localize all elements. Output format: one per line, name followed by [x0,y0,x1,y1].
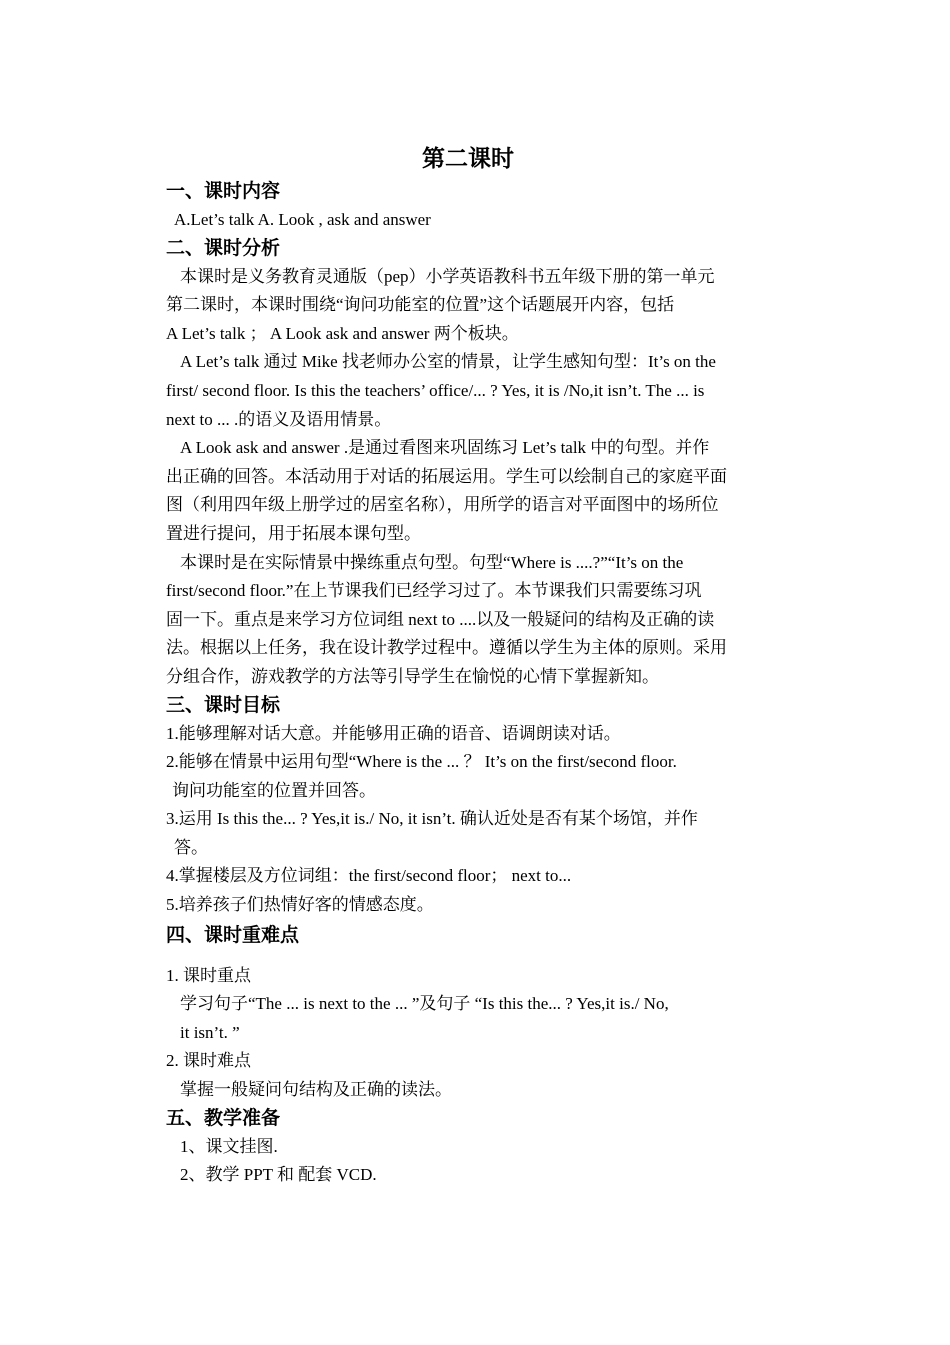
analysis-line: next to ... .的语义及语用情景。 [166,409,392,429]
analysis-line: A Let’s talk 通过 Mike 找老师办公室的情景，让学生感知句型：It’s on the [180,352,716,372]
goal-line: 询问功能室的位置并回答。 [172,780,376,800]
key-point-line: 1. 课时重点 [166,965,251,985]
key-point-line: 学习句子“The ... is next to the ... ”及句子 “Is this the... ? Yes,it is./ No, [180,994,669,1014]
analysis-line: A Let’s talk ； A Look ask and answer 两个板块。 [166,323,519,343]
section-heading-goals: 三、课时目标 [166,694,281,716]
key-point-line: 2. 课时难点 [166,1051,251,1071]
analysis-line: 本课时是义务教育灵通版（pep）小学英语教科书五年级下册的第一单元 [180,266,715,286]
analysis-line: 图（利用四年级上册学过的居室名称），用所学的语言对平面图中的场所位 [166,495,719,515]
analysis-line: 分组合作，游戏教学的方法等引导学生在愉悦的心情下掌握新知。 [166,666,659,686]
page-title: 第二课时 [422,146,514,171]
goal-line: 3.运用 Is this the... ? Yes,it is./ No, it isn’t. 确认近处是否有某个场馆，并作 [166,809,698,829]
goal-line: 2.能够在情景中运用句型“Where is the ... ？ It’s on the first/second floor. [166,752,677,772]
analysis-line: first/second floor.”在上节课我们已经学习过了。本节课我们只需要练习巩 [166,581,702,601]
goal-line: 4.掌握楼层及方位词组：the first/second floor； next to... [166,866,572,886]
key-point-line: it isn’t. ” [180,1022,240,1042]
key-point-line: 掌握一般疑问句结构及正确的读法。 [180,1080,452,1100]
analysis-line: 出正确的回答。本活动用于对话的拓展运用。学生可以绘制自己的家庭平面 [166,466,727,486]
section-heading-key-points: 四、课时重难点 [166,924,300,946]
analysis-line: 法。根据以上任务，我在设计教学过程中。遵循以学生为主体的原则。采用 [166,638,727,658]
document-page [166,140,786,1190]
analysis-line: first/ second floor. Is this the teachers’ office/... ? Yes, it is /No,it isn’t. The ... is [166,380,705,400]
analysis-line: 第二课时，本课时围绕“询问功能室的位置”这个话题展开内容，包括 [166,295,675,315]
goal-line: 5.培养孩子们热情好客的情感态度。 [166,895,434,915]
analysis-line: 本课时是在实际情景中操练重点句型。句型“Where is ....?”“It’s on the [180,552,684,572]
goal-line: 1.能够理解对话大意。并能够用正确的语音、语调朗读对话。 [166,723,621,743]
preparation-line: 1、课文挂图. [180,1136,278,1156]
analysis-line: 置进行提问，用于拓展本课句型。 [166,523,421,543]
analysis-line: A Look ask and answer .是通过看图来巩固练习 Let’s talk 中的句型。并作 [180,438,710,458]
preparation-line: 2、教学 PPT 和 配套 VCD. [180,1165,377,1185]
section-heading-preparation: 五、教学准备 [166,1107,281,1129]
content-line: A.Let’s talk A. Look , ask and answer [174,210,431,229]
section-heading-analysis: 二、课时分析 [166,237,281,259]
goal-line: 答。 [174,837,208,857]
analysis-line: 固一下。重点是来学习方位词组 next to ....以及一般疑问的结构及正确的读 [166,609,715,629]
section-heading-content: 一、课时内容 [166,181,281,202]
